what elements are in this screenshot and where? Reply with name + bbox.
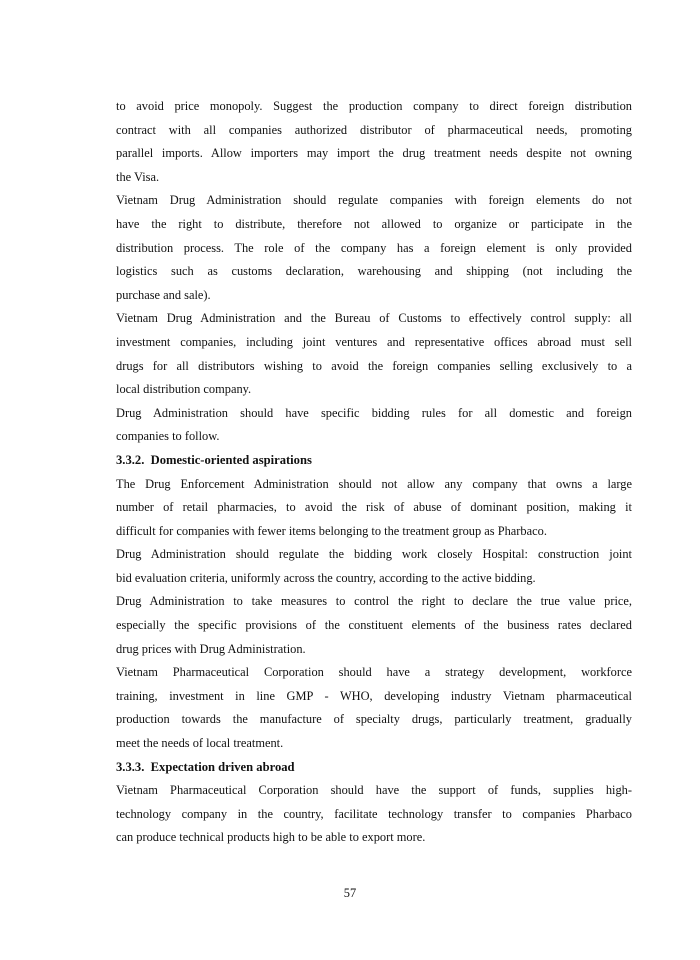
text-line: Vietnam Pharmaceutical Corporation should have the support of funds, supplies high-: [116, 783, 632, 798]
paragraph-group-a: [116, 95, 632, 449]
text-line: especially the specific provisions of the constituent elements of the business rates declared: [116, 618, 632, 633]
paragraph: [116, 590, 632, 661]
paragraph: [116, 779, 632, 850]
text-line: purchase and sale).: [116, 287, 211, 302]
paragraph: [116, 402, 632, 449]
section-heading-3-3-3: [116, 756, 632, 780]
text-line: to avoid price monopoly. Suggest the production company to direct foreign distribution: [116, 99, 632, 113]
section-heading-3-3-2: [116, 449, 632, 473]
text-line: Vietnam Pharmaceutical Corporation should have a strategy development, workforce: [116, 665, 632, 680]
section-title: Expectation driven abroad: [150, 759, 295, 774]
text-line: meet the needs of local treatment.: [116, 736, 284, 751]
text-line: the Visa.: [116, 169, 160, 184]
text-line: Drug Administration should regulate the bidding work closely Hospital: construction joint: [116, 547, 632, 562]
section-number: 3.3.2.: [116, 452, 145, 467]
text-line: parallel imports. Allow importers may import the drug treatment needs despite not owning: [116, 146, 632, 161]
page-number: 57: [343, 886, 357, 900]
text-line: difficult for companies with fewer items belonging to the treatment group as Pharbaco.: [116, 523, 547, 538]
text-line: technology company in the country, facilitate technology transfer to companies Pharbaco: [116, 806, 632, 821]
text-line: production towards the manufacture of specialty drugs, particularly treatment, gradually: [116, 712, 632, 727]
paragraph: [116, 95, 632, 189]
text-line: training, investment in line GMP - WHO, developing industry Vietnam pharmaceutical: [116, 688, 632, 703]
text-line: investment companies, including joint ventures and representative offices abroad must sell: [116, 334, 632, 349]
text-line: can produce technical products high to be able to export more.: [116, 830, 426, 845]
section-number: 3.3.3.: [116, 759, 145, 774]
text-line: number of retail pharmacies, to avoid the risk of abuse of dominant position, making it: [116, 500, 632, 515]
text-line: Vietnam Drug Administration should regulate companies with foreign elements do not: [116, 193, 632, 208]
text-line: local distribution company.: [116, 382, 252, 397]
text-line: Drug Administration should have specific bidding rules for all domestic and foreign: [116, 405, 632, 420]
paragraph: [116, 543, 632, 590]
document-body: [116, 95, 632, 850]
text-line: companies to follow.: [116, 429, 220, 444]
paragraph: [116, 189, 632, 307]
paragraph: [116, 307, 632, 401]
text-line: logistics such as customs declaration, warehousing and shipping (not including the: [116, 264, 632, 279]
text-line: Drug Administration to take measures to control the right to declare the true value price,: [116, 594, 632, 609]
paragraph-group-b: [116, 473, 632, 756]
text-line: drugs for all distributors wishing to avoid the foreign companies selling exclusively to a: [116, 358, 632, 373]
paragraph: [116, 473, 632, 544]
text-line: bid evaluation criteria, uniformly across the country, according to the active bidding.: [116, 570, 536, 585]
paragraph: [116, 661, 632, 755]
text-line: Vietnam Drug Administration and the Bureau of Customs to effectively control supply: all: [116, 311, 632, 326]
text-line: distribution process. The role of the company has a foreign element is only provided: [116, 240, 632, 255]
text-line: contract with all companies authorized distributor of pharmaceutical needs, promoting: [116, 122, 632, 137]
text-line: The Drug Enforcement Administration should not allow any company that owns a large: [116, 476, 632, 491]
text-line: drug prices with Drug Administration.: [116, 641, 306, 656]
paragraph-group-c: [116, 779, 632, 850]
section-title: Domestic-oriented aspirations: [150, 452, 312, 467]
text-line: have the right to distribute, therefore not allowed to organize or participate in the: [116, 216, 632, 231]
